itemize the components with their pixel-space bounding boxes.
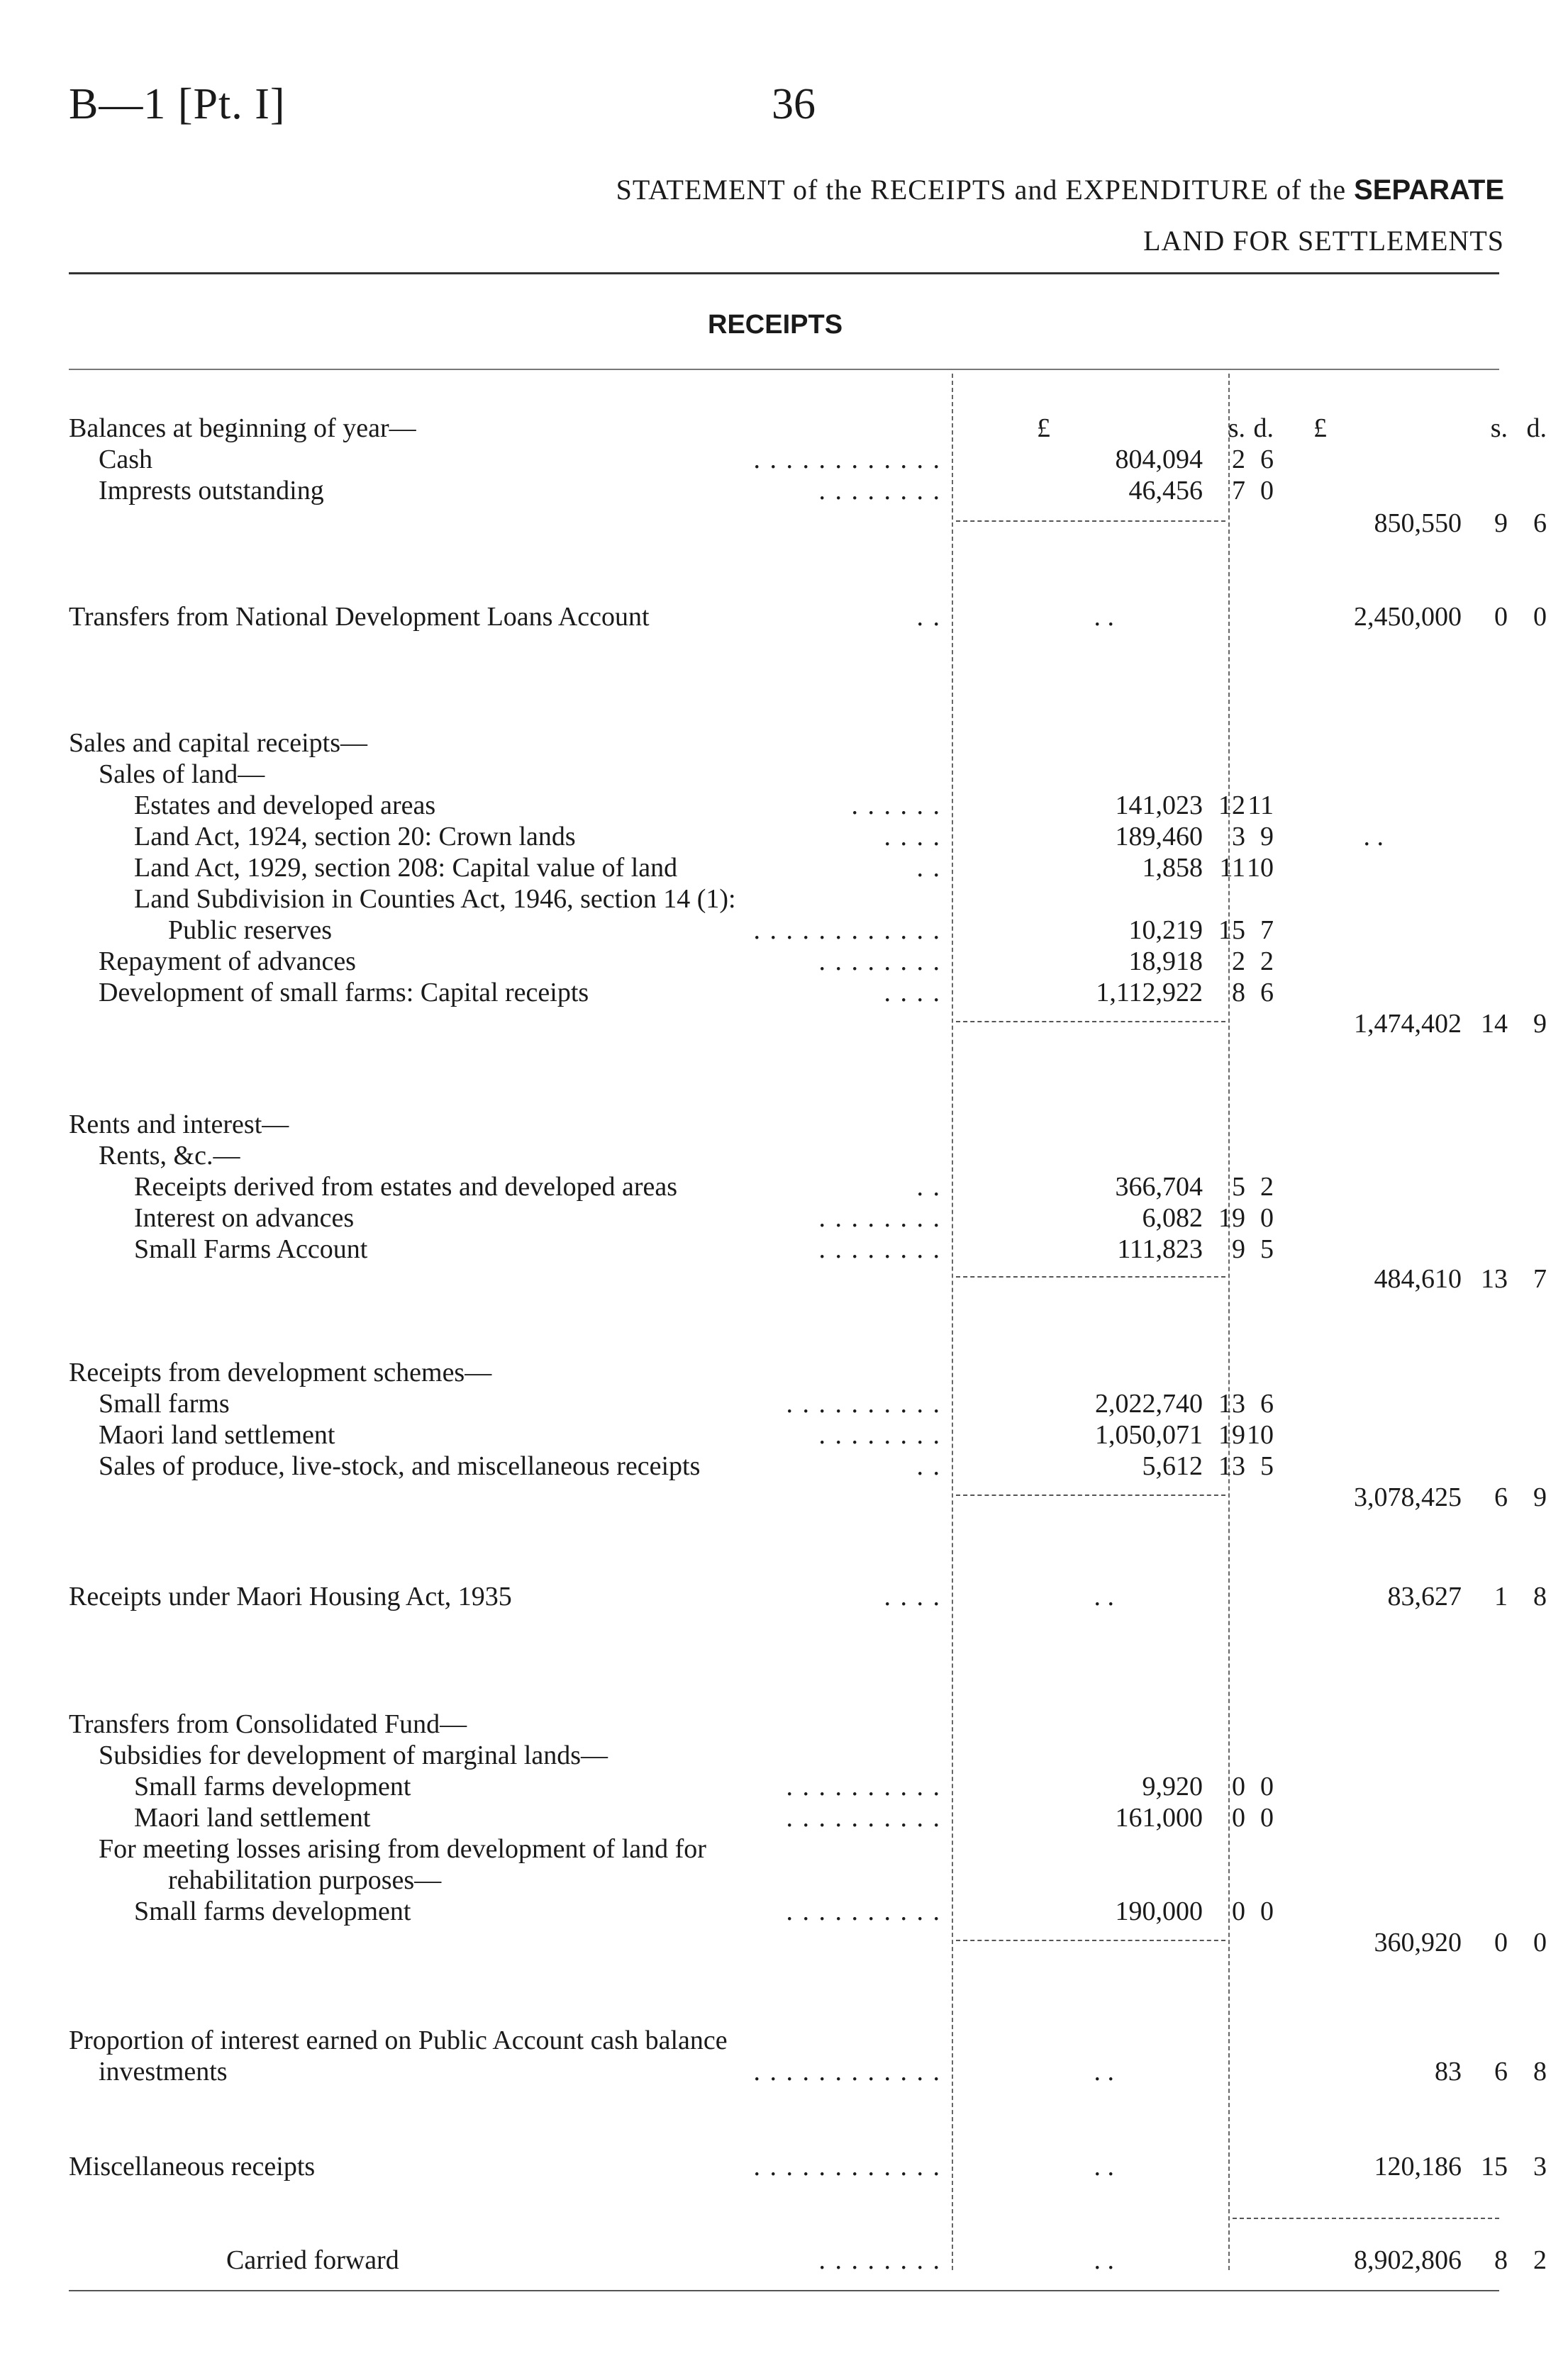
total-pounds: 83,627 xyxy=(1387,1582,1462,1611)
col-pence-heading: d. xyxy=(1253,413,1274,443)
row-repayment-advances xyxy=(69,946,941,977)
amount-shillings: 12 xyxy=(1218,790,1245,820)
row-dev-produce xyxy=(69,1451,941,1482)
amount-pounds: 6,082 xyxy=(1142,1203,1203,1233)
row-label: Miscellaneous receipts xyxy=(69,2152,316,2181)
amount-shillings: 13 xyxy=(1218,1389,1245,1419)
row-development-heading xyxy=(69,1357,941,1388)
row-label: Public reserves xyxy=(168,915,333,945)
row-public-reserves xyxy=(69,915,941,946)
row-subsidy-small-farms xyxy=(69,1771,941,1802)
amount-pence: 10 xyxy=(1247,1420,1274,1450)
bottom-rule xyxy=(69,2290,1499,2291)
total-pounds: 2,450,000 xyxy=(1354,602,1462,632)
statement-title-line1 xyxy=(616,173,1504,206)
total-pounds: 3,078,425 xyxy=(1354,1482,1462,1512)
row-label: Small farms xyxy=(99,1389,230,1419)
amount-pence: 6 xyxy=(1260,1389,1274,1419)
total-pence: 0 xyxy=(1533,602,1547,632)
row-label: Land Act, 1929, section 208: Capital value of land xyxy=(134,853,678,883)
row-label: investments xyxy=(99,2057,228,2086)
total-pounds: 1,474,402 xyxy=(1354,1009,1462,1039)
leader-dots: . . . . . . . . xyxy=(812,2245,942,2276)
nil-entry: . . xyxy=(1094,1582,1114,1611)
amount-pence: 6 xyxy=(1260,978,1274,1007)
row-label: Sales of produce, live-stock, and miscellaneous receipts xyxy=(99,1451,701,1481)
row-subsidy-maori-land xyxy=(69,1802,941,1833)
amount-pence: 0 xyxy=(1260,476,1274,505)
row-label: Interest on advances xyxy=(134,1203,355,1233)
col-pound-heading: £ xyxy=(1037,413,1050,443)
row-balances-heading xyxy=(69,413,941,444)
section-heading: RECEIPTS xyxy=(708,310,843,340)
row-label: Balances at beginning of year— xyxy=(69,413,416,443)
row-label: Land Subdivision in Counties Act, 1946, section 14 (1): xyxy=(134,884,736,914)
total-pence: 0 xyxy=(1533,1928,1547,1957)
top-rule xyxy=(69,272,1499,274)
row-rehab-heading xyxy=(69,1865,941,1896)
amount-pence: 0 xyxy=(1260,1772,1274,1801)
total-shillings: 15 xyxy=(1481,2152,1508,2181)
row-maori-housing xyxy=(69,1581,941,1612)
col-pound-heading-total: £ xyxy=(1313,413,1327,443)
row-land-subdivision xyxy=(69,883,941,915)
row-dev-small-farms xyxy=(69,1388,941,1419)
amount-pounds: 1,112,922 xyxy=(1096,978,1203,1007)
leader-dots: . . xyxy=(910,852,942,883)
amount-pounds: 189,460 xyxy=(1115,822,1203,851)
amount-pounds: 1,858 xyxy=(1142,853,1203,883)
amount-shillings: 7 xyxy=(1232,476,1245,505)
page-number: 36 xyxy=(772,80,816,128)
leader-dots: . . . . . . . . . . xyxy=(779,1388,942,1419)
document-reference: B—1 [Pt. I] xyxy=(69,80,286,128)
subtotal-rule xyxy=(956,1276,1225,1278)
row-label: Rents, &c.— xyxy=(99,1141,240,1171)
amount-pence: 0 xyxy=(1260,1803,1274,1833)
total-shillings: 0 xyxy=(1494,1928,1508,1957)
row-imprests xyxy=(69,475,941,506)
nil-entry: . . xyxy=(1094,2152,1114,2181)
amount-pounds: 10,219 xyxy=(1128,915,1203,945)
title-text: STATEMENT of the RECEIPTS and EXPENDITURE of the xyxy=(616,174,1355,206)
row-label: Land Act, 1924, section 20: Crown lands xyxy=(134,822,576,851)
amount-shillings: 0 xyxy=(1232,1896,1245,1926)
subtotal-rule xyxy=(956,520,1225,522)
amount-shillings: 2 xyxy=(1232,445,1245,474)
total-pounds: 850,550 xyxy=(1374,508,1462,538)
amount-shillings: 11 xyxy=(1219,853,1245,883)
row-land-act-1929 xyxy=(69,852,941,883)
amount-shillings: 9 xyxy=(1232,1234,1245,1264)
amount-pounds: 18,918 xyxy=(1128,946,1203,976)
total-pence: 9 xyxy=(1533,1482,1547,1512)
row-transfers-loans xyxy=(69,601,941,632)
amount-pounds: 161,000 xyxy=(1115,1803,1203,1833)
amount-pence: 9 xyxy=(1260,822,1274,851)
amount-pounds: 366,704 xyxy=(1115,1172,1203,1202)
amount-pounds: 111,823 xyxy=(1117,1234,1203,1264)
row-receipts-estates xyxy=(69,1171,941,1202)
nil-entry: . . xyxy=(1094,2057,1114,2086)
total-pence: 9 xyxy=(1533,1009,1547,1039)
leader-dots: . . . . . . . . . . . . xyxy=(747,915,942,946)
row-rents-heading xyxy=(69,1109,941,1140)
leader-dots: . . . . . . . . xyxy=(812,1419,942,1451)
statement-title-line2: LAND FOR SETTLEMENTS xyxy=(1143,225,1504,257)
amount-pence: 7 xyxy=(1260,915,1274,945)
row-consolidated-heading xyxy=(69,1709,941,1740)
row-proportion-interest xyxy=(69,2025,941,2056)
leader-dots: . . xyxy=(910,601,942,632)
row-label: Sales and capital receipts— xyxy=(69,728,368,758)
row-label: Transfers from Consolidated Fund— xyxy=(69,1709,467,1739)
amount-shillings: 3 xyxy=(1232,822,1245,851)
subtotal-rule xyxy=(956,1940,1225,1941)
leader-dots: . . . . xyxy=(877,1581,942,1612)
row-label: Receipts from development schemes— xyxy=(69,1358,492,1387)
title-bold-word: SEPARATE xyxy=(1354,174,1504,206)
row-label: For meeting losses arising from development of land for xyxy=(99,1834,706,1864)
amount-pounds: 190,000 xyxy=(1115,1896,1203,1926)
row-label: Receipts under Maori Housing Act, 1935 xyxy=(69,1582,512,1611)
row-losses-heading xyxy=(69,1833,941,1865)
leader-dots: . . . . . . . . xyxy=(812,475,942,506)
row-subsidies-heading xyxy=(69,1740,941,1771)
row-label: Repayment of advances xyxy=(99,946,356,976)
nil-entry: . . xyxy=(1363,822,1384,851)
row-label: Imprests outstanding xyxy=(99,476,324,505)
total-pence: 8 xyxy=(1533,2057,1547,2086)
total-shillings: 6 xyxy=(1494,1482,1508,1512)
amount-pence: 10 xyxy=(1247,853,1274,883)
nil-entry: . . xyxy=(1094,2245,1114,2275)
total-pounds: 83 xyxy=(1435,2057,1462,2086)
leader-dots: . . . . xyxy=(877,977,942,1008)
row-label: Transfers from National Development Loans Account xyxy=(69,602,650,632)
amount-shillings: 0 xyxy=(1232,1772,1245,1801)
total-pence: 8 xyxy=(1533,1582,1547,1611)
total-shillings: 13 xyxy=(1481,1264,1508,1294)
row-sales-heading xyxy=(69,727,941,759)
total-shillings: 8 xyxy=(1494,2245,1508,2275)
row-label: Cash xyxy=(99,445,152,474)
row-label: Development of small farms: Capital receipts xyxy=(99,978,589,1007)
row-investments xyxy=(69,2056,941,2087)
total-pounds: 120,186 xyxy=(1374,2152,1462,2181)
amount-pence: 11 xyxy=(1247,790,1274,820)
leader-dots: . . . . . . . . . . xyxy=(779,1771,942,1802)
row-rehab-small-farms xyxy=(69,1896,941,1927)
amount-pounds: 5,612 xyxy=(1142,1451,1203,1481)
amount-pounds: 46,456 xyxy=(1128,476,1203,505)
col-shillings-heading-total: s. xyxy=(1490,413,1508,443)
amount-pence: 5 xyxy=(1260,1451,1274,1481)
row-label: Maori land settlement xyxy=(134,1803,371,1833)
row-label: rehabilitation purposes— xyxy=(168,1865,442,1895)
amount-pence: 0 xyxy=(1260,1896,1274,1926)
total-pence: 6 xyxy=(1533,508,1547,538)
row-rents-sub-heading xyxy=(69,1140,941,1171)
amount-shillings: 13 xyxy=(1218,1451,1245,1481)
leader-dots: . . . . . . . . . . xyxy=(779,1802,942,1833)
leader-dots: . . xyxy=(910,1171,942,1202)
row-label: Carried forward xyxy=(226,2245,399,2275)
leader-dots: . . . . . . xyxy=(845,790,942,821)
nil-entry: . . xyxy=(1094,602,1114,632)
amount-pence: 0 xyxy=(1260,1203,1274,1233)
amount-pounds: 2,022,740 xyxy=(1095,1389,1203,1419)
amount-shillings: 0 xyxy=(1232,1803,1245,1833)
amount-shillings: 5 xyxy=(1232,1172,1245,1202)
row-label: Sales of land— xyxy=(99,759,265,789)
row-interest-advances xyxy=(69,1202,941,1234)
row-cash xyxy=(69,444,941,475)
leader-dots: . . . . . . . . xyxy=(812,1202,942,1234)
row-land-act-1924 xyxy=(69,821,941,852)
total-pounds: 360,920 xyxy=(1374,1928,1462,1957)
amount-shillings: 8 xyxy=(1232,978,1245,1007)
row-estates xyxy=(69,790,941,821)
leader-dots: . . . . . . . . xyxy=(812,946,942,977)
subtotal-rule xyxy=(956,1021,1225,1022)
total-pounds: 484,610 xyxy=(1374,1264,1462,1294)
amount-pence: 2 xyxy=(1260,946,1274,976)
amount-pounds: 141,023 xyxy=(1115,790,1203,820)
row-small-farms-capital xyxy=(69,977,941,1008)
total-pounds: 8,902,806 xyxy=(1354,2245,1462,2275)
row-carried-forward xyxy=(69,2245,941,2276)
row-label: Rents and interest— xyxy=(69,1110,289,1139)
row-dev-maori-land xyxy=(69,1419,941,1451)
amount-shillings: 15 xyxy=(1218,915,1245,945)
amount-shillings: 19 xyxy=(1218,1203,1245,1233)
leader-dots: . . . . . . . . . . . . xyxy=(747,2056,942,2087)
row-small-farms-account xyxy=(69,1234,941,1265)
leader-dots: . . . . . . . . . . xyxy=(779,1896,942,1927)
total-shillings: 6 xyxy=(1494,2057,1508,2086)
column-divider-2 xyxy=(1228,374,1230,2270)
total-shillings: 0 xyxy=(1494,602,1508,632)
leader-dots: . . xyxy=(910,1451,942,1482)
amount-pounds: 1,050,071 xyxy=(1095,1420,1203,1450)
heading-rule xyxy=(69,369,1499,370)
leader-dots: . . . . xyxy=(877,821,942,852)
row-label: Small Farms Account xyxy=(134,1234,368,1264)
row-misc-receipts xyxy=(69,2151,941,2182)
total-pence: 2 xyxy=(1533,2245,1547,2275)
total-shillings: 9 xyxy=(1494,508,1508,538)
carried-forward-rule xyxy=(1233,2218,1499,2219)
amount-pence: 6 xyxy=(1260,445,1274,474)
amount-pence: 2 xyxy=(1260,1172,1274,1202)
total-shillings: 14 xyxy=(1481,1009,1508,1039)
col-shillings-heading: s. xyxy=(1228,413,1245,443)
column-divider-1 xyxy=(952,374,953,2270)
row-label: Receipts derived from estates and developed areas xyxy=(134,1172,678,1202)
total-pence: 7 xyxy=(1533,1264,1547,1294)
leader-dots: . . . . . . . . . . . . xyxy=(747,444,942,475)
leader-dots: . . . . . . . . xyxy=(812,1234,942,1265)
row-label: Subsidies for development of marginal lands— xyxy=(99,1741,608,1770)
leader-dots: . . . . . . . . . . . . xyxy=(747,2151,942,2182)
amount-shillings: 19 xyxy=(1218,1420,1245,1450)
amount-pounds: 804,094 xyxy=(1115,445,1203,474)
row-label: Small farms development xyxy=(134,1772,411,1801)
total-pence: 3 xyxy=(1533,2152,1547,2181)
amount-pounds: 9,920 xyxy=(1142,1772,1203,1801)
row-label: Estates and developed areas xyxy=(134,790,436,820)
row-sales-land-heading xyxy=(69,759,941,790)
row-label: Proportion of interest earned on Public Account cash balance xyxy=(69,2026,728,2055)
amount-pence: 5 xyxy=(1260,1234,1274,1264)
row-label: Maori land settlement xyxy=(99,1420,335,1450)
total-shillings: 1 xyxy=(1494,1582,1508,1611)
subtotal-rule xyxy=(956,1495,1225,1496)
row-label: Small farms development xyxy=(134,1896,411,1926)
amount-shillings: 2 xyxy=(1232,946,1245,976)
col-pence-heading-total: d. xyxy=(1526,413,1547,443)
